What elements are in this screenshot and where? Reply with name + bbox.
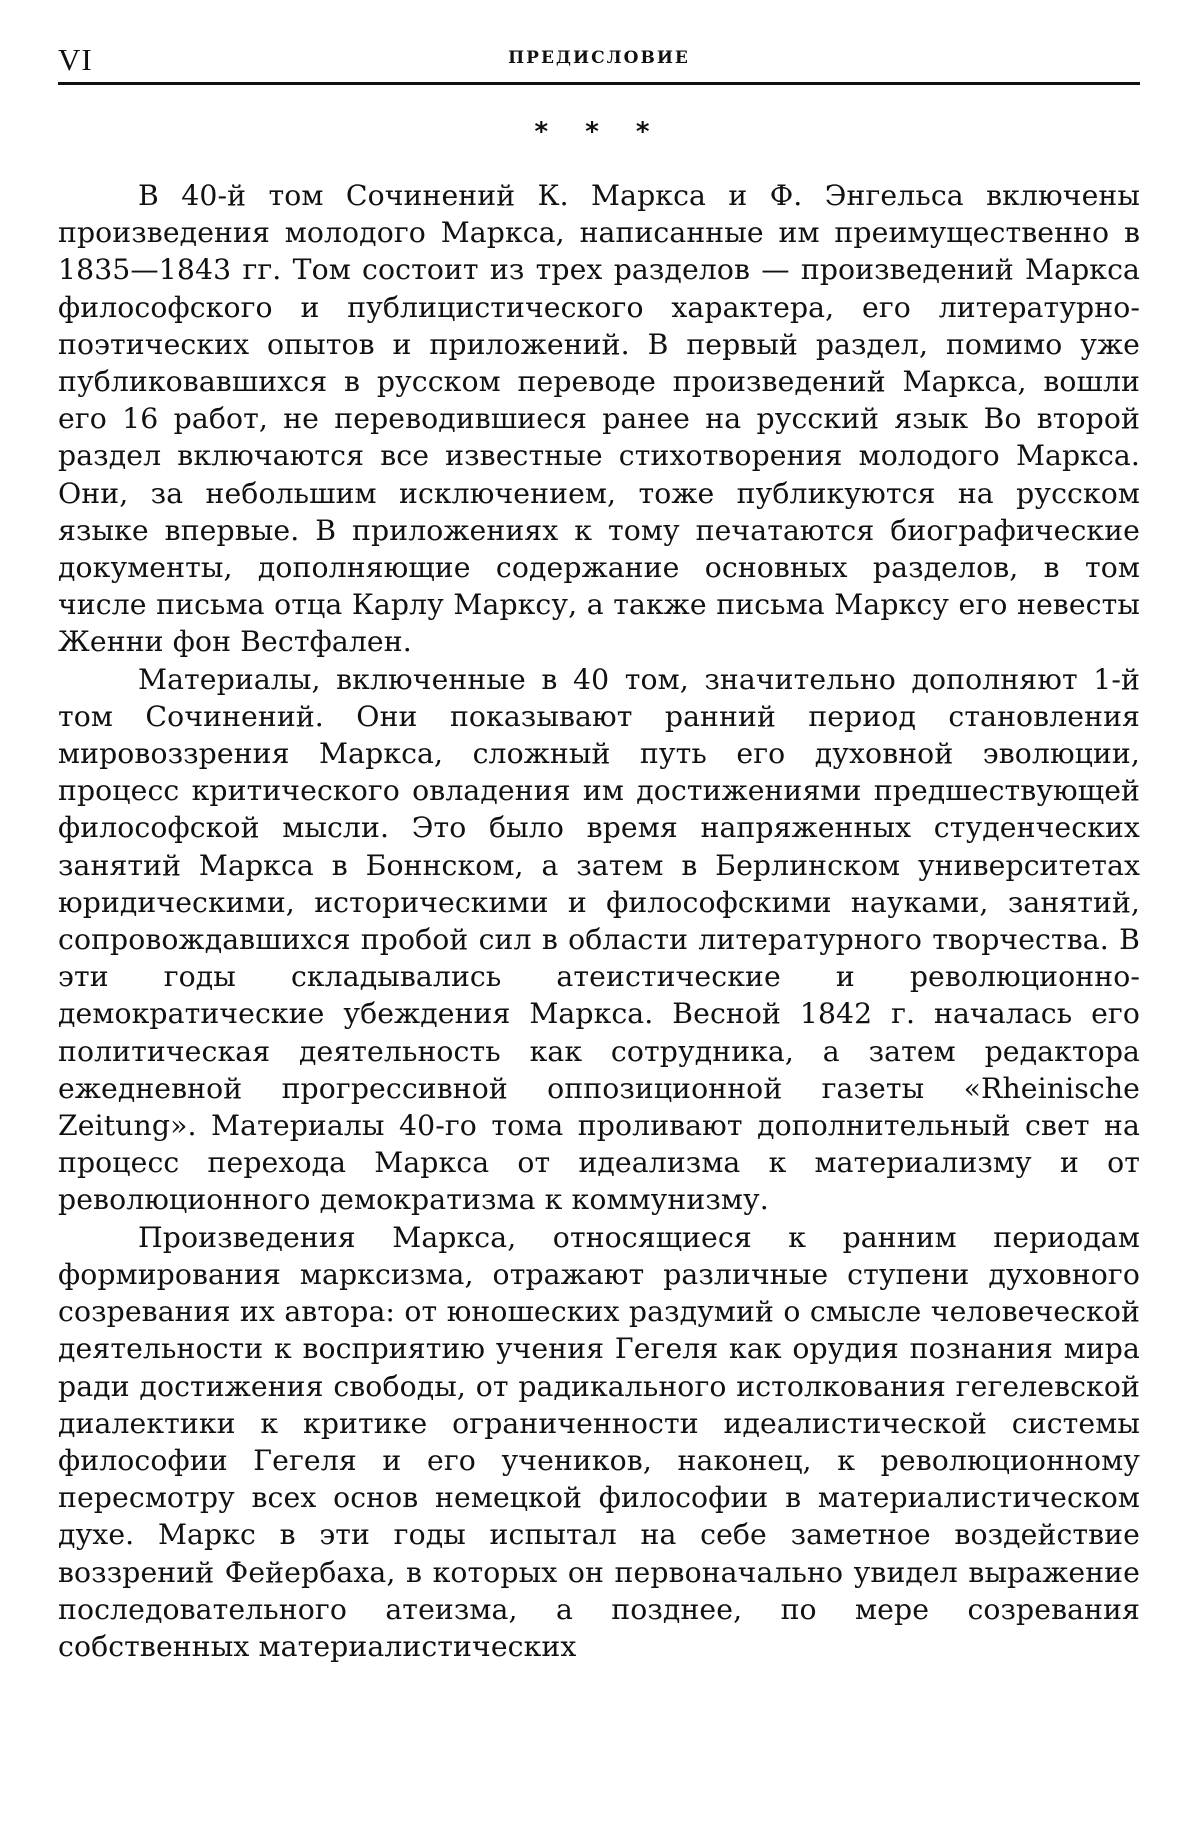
paragraph-2: Материалы, включенные в 40 том, значительно дополняют 1-й том Сочинений. Они показывают ранний период становления мировоззрения Маркса, сложный путь его духовной эволюции, процесс критического овладения им достижениями предшествующей философской мысли. Это было время напряженных студенческих занятий Маркса в Боннском, а затем в Берлинском университетах юридическими, историческими и философскими науками, занятий, сопровождавшихся пробой сил в области литературного творчества. В эти годы складывались атеистические и революционно-демократические убеждения Маркса. Весной 1842 г. началась его политическая деятельность как сотрудника, а затем редактора ежедневной прогрессивной оппозиционной газеты «Rheinische Zeitung». Материалы 40-го тома проливают дополнительный свет на процесс перехода Маркса от идеализма к материализму и от революционного демократизма к коммунизму.: [58, 662, 1140, 1217]
page-number: VI: [58, 42, 93, 77]
section-ornament: * * *: [534, 117, 664, 147]
header-rule: [58, 82, 1140, 85]
running-header: [58, 36, 1140, 80]
running-title: ПРЕДИСЛОВИЕ: [508, 48, 690, 68]
paragraph-3: Произведения Маркса, относящиеся к ранним периодам формирования марксизма, отражают различные ступени духовного созревания их автора: от юношеских раздумий о смысле человеческой деятельности к восприятию учения Гегеля как орудия познания мира ради достижения свободы, от радикального истолкования гегелевской диалектики к критике ограниченности идеалистической системы философии Гегеля и его учеников, наконец, к революционному пересмотру всех основ немецкой философии в материалистическом духе. Маркс в эти годы испытал на себе заметное воздействие воззрений Фейербаха, в которых он первоначально увидел выражение последовательного атеизма, а позднее, по мере созревания собственных материалистических: [58, 1220, 1140, 1663]
book-page: [58, 36, 1140, 1665]
paragraph-1: В 40-й том Сочинений К. Маркса и Ф. Энгельса включены произведения молодого Маркса, написанные им преимущественно в 1835—1843 гг. Том состоит из трех разделов — произведений Маркса философского и публицистического характера, его литературно-поэтических опытов и приложений. В первый раздел, помимо уже публиковавшихся в русском переводе произведений Маркса, вошли его 16 работ, не переводившиеся ранее на русский язык Во второй раздел включаются все известные стихотворения молодого Маркса. Они, за небольшим исключением, тоже публикуются на русском языке впервые. В приложениях к тому печатаются биографические документы, дополняющие содержание основных разделов, в том числе письма отца Карлу Марксу, а также письма Марксу его невесты Женни фон Вестфален.: [58, 179, 1140, 659]
body-text: [58, 177, 1140, 1665]
